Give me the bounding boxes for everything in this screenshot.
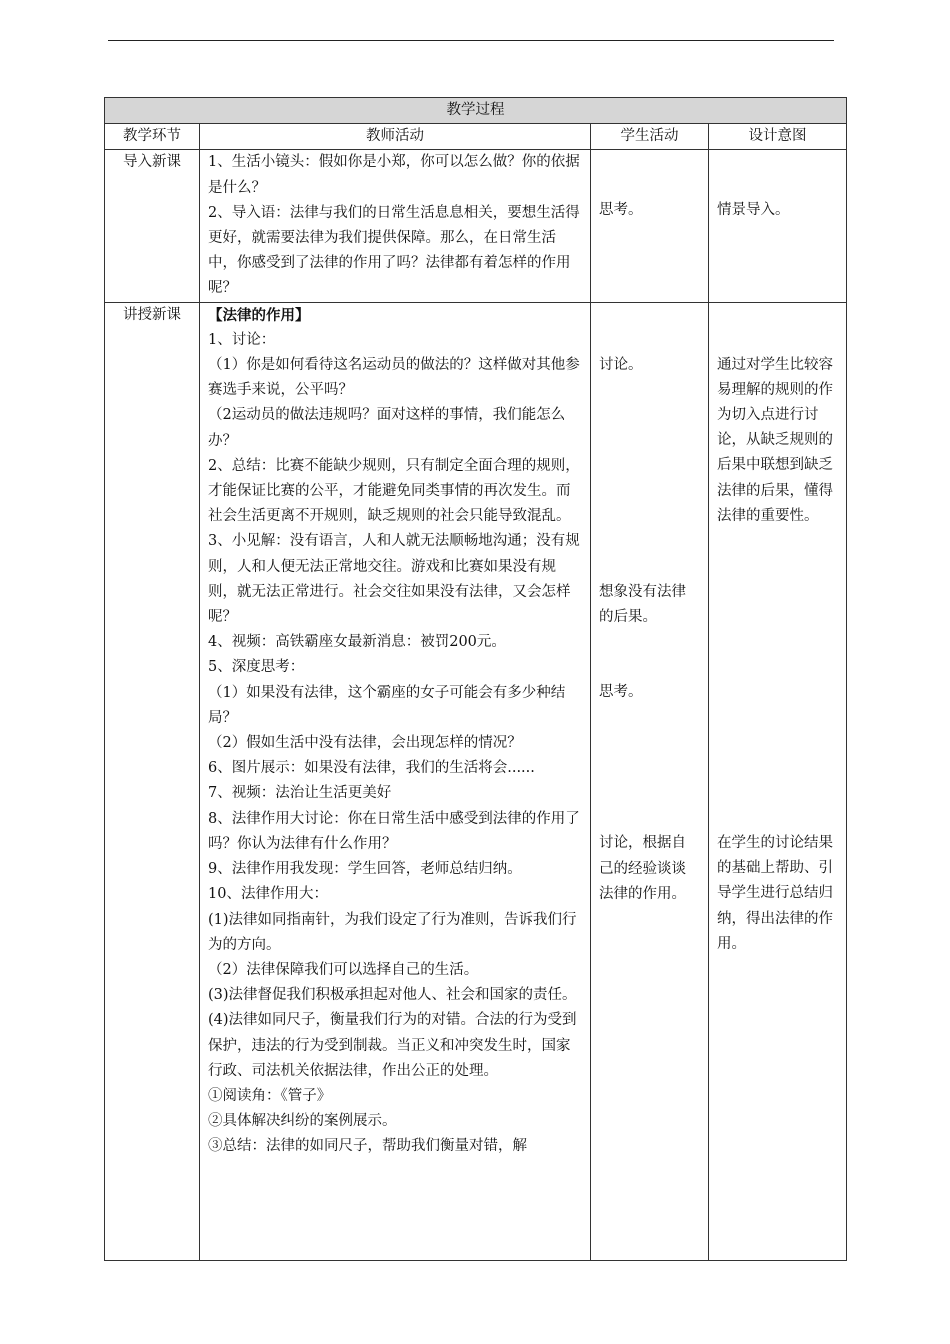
teacher-item: （2运动员的做法违规吗？面对这样的事情，我们能怎么办？ bbox=[208, 407, 566, 449]
teacher-item: (1)法律如同指南针，为我们设定了行为准则，告诉我们行为的方向。 bbox=[208, 911, 577, 953]
teacher-item: 1、生活小镜头：假如你是小郑，你可以怎么做？你的依据是什么？ bbox=[208, 154, 580, 196]
teacher-item: 2、导入语：法律与我们的日常生活息息相关，要想生活得更好，就需要法律为我们提供保障。那么，在日常生活中，你感受到了法律的作用了吗？法律都有着怎样的作用呢？ bbox=[208, 204, 580, 297]
teacher-item: 9、法律作用我发现：学生回答，老师总结归纳。 bbox=[208, 861, 522, 878]
page-header-rule bbox=[108, 40, 834, 41]
table-row bbox=[105, 302, 847, 1260]
student-item: 讨论。 bbox=[599, 356, 643, 373]
student-item: 想象没有法律的后果。 bbox=[599, 583, 686, 626]
teacher-item: 4、视频：高铁霸座女最新消息：被罚200元。 bbox=[208, 634, 506, 651]
section-heading: 【法律的作用】 bbox=[208, 306, 310, 324]
teacher-item: 5、深度思考： bbox=[208, 659, 305, 676]
teacher-item: 10、法律作用大： bbox=[208, 886, 328, 903]
stage-cell: 导入新课 bbox=[105, 150, 200, 302]
teacher-item: (3)法律督促我们积极承担起对他人、社会和国家的责任。 bbox=[208, 987, 577, 1004]
table-row bbox=[105, 150, 847, 302]
teacher-item: ①阅读角：《管子》 bbox=[208, 1087, 332, 1104]
teacher-item: （2）假如生活中没有法律，会出现怎样的情况？ bbox=[208, 735, 522, 752]
header-stage: 教学环节 bbox=[105, 124, 200, 150]
teacher-item: (4)法律如同尺子，衡量我们行为的对错。合法的行为受到保护，违法的行为受到制裁。当正义和冲突发生时，国家行政、司法机关依据法律，作出公正的处理。 bbox=[208, 1012, 577, 1079]
teacher-item: 6、图片展示：如果没有法律，我们的生活将会...... bbox=[208, 760, 535, 777]
student-activity-cell bbox=[591, 150, 709, 302]
design-item: 情景导入。 bbox=[717, 202, 790, 219]
design-item: 在学生的讨论结果的基础上帮助、引导学生进行总结归纳，得出法律的作用。 bbox=[717, 835, 833, 952]
teaching-process-table bbox=[104, 97, 847, 1261]
teacher-item: 8、法律作用大讨论：你在日常生活中感受到法律的作用了吗？你认为法律有什么作用？ bbox=[208, 810, 580, 852]
student-item: 思考。 bbox=[599, 202, 643, 219]
teacher-item: （2）法律保障我们可以选择自己的生活。 bbox=[208, 961, 479, 978]
teacher-item: ②具体解决纠纷的案例展示。 bbox=[208, 1113, 397, 1130]
student-item: 思考。 bbox=[599, 684, 643, 701]
teacher-activity-cell bbox=[200, 150, 591, 302]
teacher-activity-cell bbox=[200, 302, 591, 1260]
teacher-item: 2、总结：比赛不能缺少规则，只有制定全面合理的规则，才能保证比赛的公平，才能避免同类事情的再次发生。而社会生活更离不开规则，缺乏规则的社会只能导致混乱。 bbox=[208, 457, 580, 525]
header-teacher-activity: 教师活动 bbox=[200, 124, 591, 150]
teacher-item: 3、小见解：没有语言，人和人就无法顺畅地沟通；没有规则，人和人便无法正常地交往。游戏和比赛如果没有规则，就无法正常进行。社会交往如果没有法律，又会怎样呢？ bbox=[208, 533, 580, 626]
design-intent-cell bbox=[709, 302, 847, 1260]
student-activity-cell bbox=[591, 302, 709, 1260]
header-student-activity: 学生活动 bbox=[591, 124, 709, 150]
design-intent-cell bbox=[709, 150, 847, 302]
table-caption: 教学过程 bbox=[105, 98, 847, 124]
stage-cell: 讲授新课 bbox=[105, 302, 200, 1260]
teacher-item: （1）你是如何看待这名运动员的做法的？这样做对其他参赛选手来说，公平吗？ bbox=[208, 357, 580, 399]
design-item: 通过对学生比较容易理解的规则的作为切入点进行讨论，从缺乏规则的后果中联想到缺乏法律的后果，懂得法律的重要性。 bbox=[717, 356, 833, 524]
teacher-item: 1、讨论： bbox=[208, 331, 276, 348]
student-item: 讨论，根据自己的经验谈谈法律的作用。 bbox=[599, 835, 686, 902]
teacher-item: ③总结：法律的如同尺子，帮助我们衡量对错，解 bbox=[208, 1138, 527, 1155]
header-design-intent: 设计意图 bbox=[709, 124, 847, 150]
teacher-item: 7、视频：法治让生活更美好 bbox=[208, 785, 392, 802]
teacher-item: （1）如果没有法律，这个霸座的女子可能会有多少种结局？ bbox=[208, 684, 566, 726]
